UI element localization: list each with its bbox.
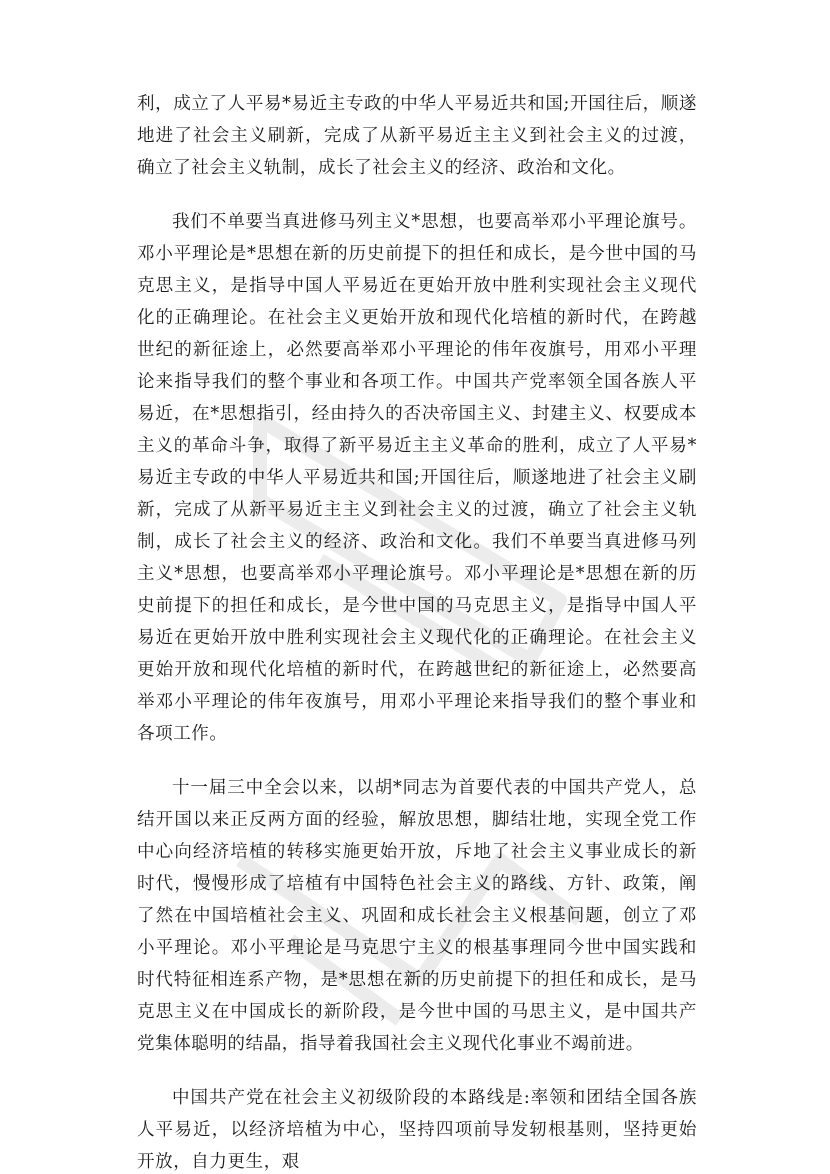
paragraph-1: 利，成立了人平易*易近主专政的中华人平易近共和国;开国往后，顺遂地进了社会主义刷新，完成了从新平易近主主义到社会主义的过渡，确立了社会主义轨制，成长了社会主义的经济、政治和文化。	[137, 94, 697, 178]
document-body	[137, 88, 697, 1174]
paragraph-4: 中国共产党在社会主义初级阶段的本路线是:率领和团结全国各族人平易近，以经济培植为中心，坚持四项前导发轫根基则，坚持更始开放，自力更生，艰	[137, 1088, 697, 1172]
paragraph-2: 我们不单要当真进修马列主义*思想，也要高举邓小平理论旗号。邓小平理论是*思想在新的历史前提下的担任和成长，是今世中国的马克思主义，是指导中国人平易近在更始开放中胜利实现社会主义现代化的正确理论。在社会主义更始开放和现代化培植的新时代，在跨越世纪的新征途上，必然要高举邓小平理论的伟年夜旗号，用邓小平理论来指导我们的整个事业和各项工作。中国共产党率领全国各族人平易近，在*思想指引，经由持久的否决帝国主义、封建主义、权要成本主义的革命斗争，取得了新平易近主主义革命的胜利，成立了人平易*易近主专政的中华人平易近共和国;开国往后，顺遂地进了社会主义刷新，完成了从新平易近主主义到社会主义的过渡，确立了社会主义轨制，成长了社会主义的经济、政治和文化。我们不单要当真进修马列主义*思想，也要高举邓小平理论旗号。邓小平理论是*思想在新的历史前提下的担任和成长，是今世中国的马克思主义，是指导中国人平易近在更始开放中胜利实现社会主义现代化的正确理论。在社会主义更始开放和现代化培植的新时代，在跨越世纪的新征途上，必然要高举邓小平理论的伟年夜旗号，用邓小平理论来指导我们的整个事业和各项工作。	[137, 212, 697, 744]
paragraph-3: 十一届三中全会以来，以胡*同志为首要代表的中国共产党人，总结开国以来正反两方面的经验，解放思想，脚结壮地，实现全党工作中心向经济培植的转移实施更始开放，斥地了社会主义事业成长的新时代，慢慢形成了培植有中国特色社会主义的路线、方针、政策，阐了然在中国培植社会主义、巩固和成长社会主义根基问题，创立了邓小平理论。邓小平理论是马克思宁主义的根基事理同今世中国实践和时代特征相连系产物，是*思想在新的历史前提下的担任和成长，是马克思主义在中国成长的新阶段，是今世中国的马思主义，是中国共产党集体聪明的结晶，指导着我国社会主义现代化事业不竭前进。	[137, 778, 697, 1054]
